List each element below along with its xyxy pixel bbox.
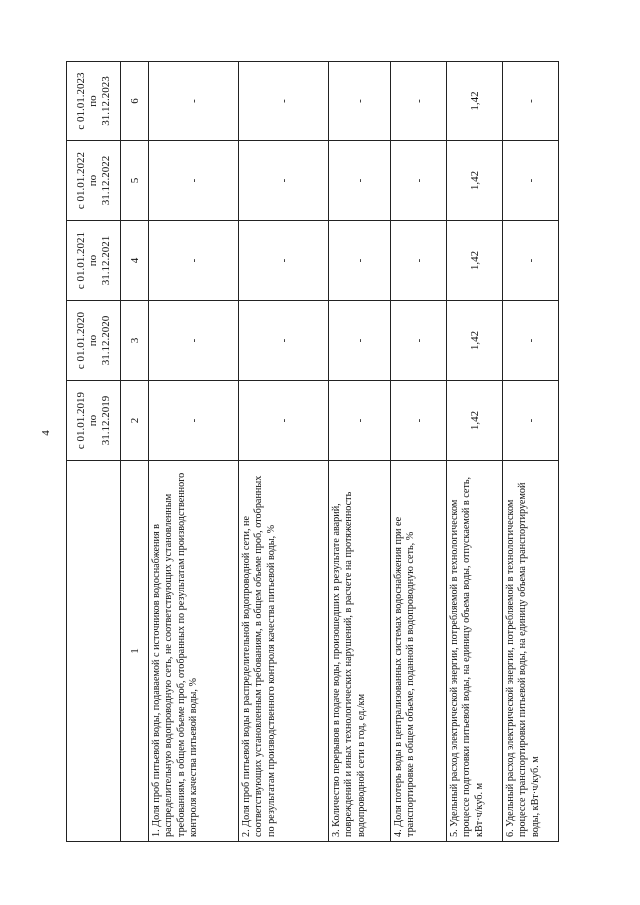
- indicator-value: -: [239, 141, 329, 221]
- column-index-row: [121, 62, 149, 842]
- period-from: с 01.01.2019: [74, 391, 87, 450]
- indicator-value: -: [391, 141, 447, 221]
- indicator-value: -: [503, 301, 559, 381]
- period-to: 31.12.2019: [99, 395, 112, 446]
- indicator-value: -: [391, 381, 447, 461]
- indicator-value: -: [149, 381, 239, 461]
- table-row: [329, 62, 391, 842]
- indicator-value: -: [329, 381, 391, 461]
- indicator-value: 1,42: [447, 381, 503, 461]
- indicator-value: 1,42: [447, 62, 503, 141]
- header-period-4: [67, 141, 121, 221]
- indicator-value: -: [503, 141, 559, 221]
- indicator-value: 1,42: [447, 141, 503, 221]
- period-word: по: [87, 95, 100, 107]
- indicator-label: 6. Удельный расход электрической энергии, потребляемой в технологическом процессе транспортировки питьевой воды, на единицу объема транспортируемой воды, кВт·ч/куб. м: [503, 461, 559, 842]
- period-word: по: [87, 334, 100, 347]
- indicators-table: [66, 61, 559, 842]
- indicator-label: 2. Доля проб питьевой воды в распределительной водопроводной сети, не соответствующих установленным требованиям, в общем объеме проб, отобранных по результатам производственного контроля качества питьевой воды, %: [239, 461, 329, 842]
- indicator-value: 1,42: [447, 221, 503, 301]
- indicator-label: 5. Удельный расход электрической энергии, потребляемой в технологическом процессе подготовки питьевой воды, на единицу объема воды, отпускаемой в сеть, кВт·ч/куб. м: [447, 461, 503, 842]
- column-index: 6: [121, 62, 149, 141]
- table-row: [503, 62, 559, 842]
- indicator-label: 4. Доля потерь воды в централизованных системах водоснабжения при ее транспортировке в общем объеме, поданной в водопроводную сеть, %: [391, 461, 447, 842]
- indicator-value: -: [503, 381, 559, 461]
- indicator-value: -: [329, 301, 391, 381]
- header-period-2: [67, 301, 121, 381]
- period-to: 31.12.2023: [99, 76, 112, 126]
- period-word: по: [87, 414, 100, 427]
- column-index: 1: [121, 461, 149, 842]
- column-index: 5: [121, 141, 149, 221]
- indicator-value: -: [329, 221, 391, 301]
- page-number: 4: [40, 430, 52, 436]
- indicator-value: -: [149, 141, 239, 221]
- indicator-value: -: [391, 62, 447, 141]
- indicator-value: 1,42: [447, 301, 503, 381]
- indicator-value: -: [391, 301, 447, 381]
- column-index: 2: [121, 381, 149, 461]
- indicator-value: -: [503, 221, 559, 301]
- column-index: 3: [121, 301, 149, 381]
- table-row: [391, 62, 447, 842]
- period-word: по: [87, 174, 100, 187]
- table-row: [447, 62, 503, 842]
- header-period-1: [67, 381, 121, 461]
- period-to: 31.12.2020: [99, 315, 112, 366]
- period-to: 31.12.2022: [99, 155, 112, 206]
- indicator-value: -: [391, 221, 447, 301]
- period-word: по: [87, 254, 100, 267]
- column-index: 4: [121, 221, 149, 301]
- indicator-value: -: [329, 62, 391, 141]
- header-label-column: [67, 461, 121, 842]
- indicator-value: -: [503, 62, 559, 141]
- indicator-value: -: [149, 221, 239, 301]
- period-from: с 01.01.2022: [74, 151, 87, 210]
- table-row: [239, 62, 329, 842]
- period-from: с 01.01.2021: [74, 231, 87, 290]
- header-period-5: [67, 62, 121, 141]
- period-to: 31.12.2021: [99, 235, 112, 286]
- indicator-value: -: [239, 221, 329, 301]
- indicator-value: -: [329, 141, 391, 221]
- period-from: с 01.01.2020: [74, 311, 87, 370]
- indicator-value: -: [149, 301, 239, 381]
- indicator-label: 3. Количество перерывов в подаче воды, произошедших в результате аварий, повреждений и иных технологических нарушений, в расчете на протяженность водопроводной сети в год, ед./км: [329, 461, 391, 842]
- indicator-value: -: [239, 381, 329, 461]
- header-period-3: [67, 221, 121, 301]
- indicator-value: -: [239, 301, 329, 381]
- indicator-label: 1. Доля проб питьевой воды, подаваемой с источников водоснабжения в распределительную водопроводную сеть, не соответствующих установленным требованиям, в общем объеме проб, отобранных по результатам производственного контроля качества питьевой воды, %: [149, 461, 239, 842]
- indicator-value: -: [149, 62, 239, 141]
- indicator-value: -: [239, 62, 329, 141]
- period-from: с 01.01.2023: [74, 72, 87, 130]
- table-row: [149, 62, 239, 842]
